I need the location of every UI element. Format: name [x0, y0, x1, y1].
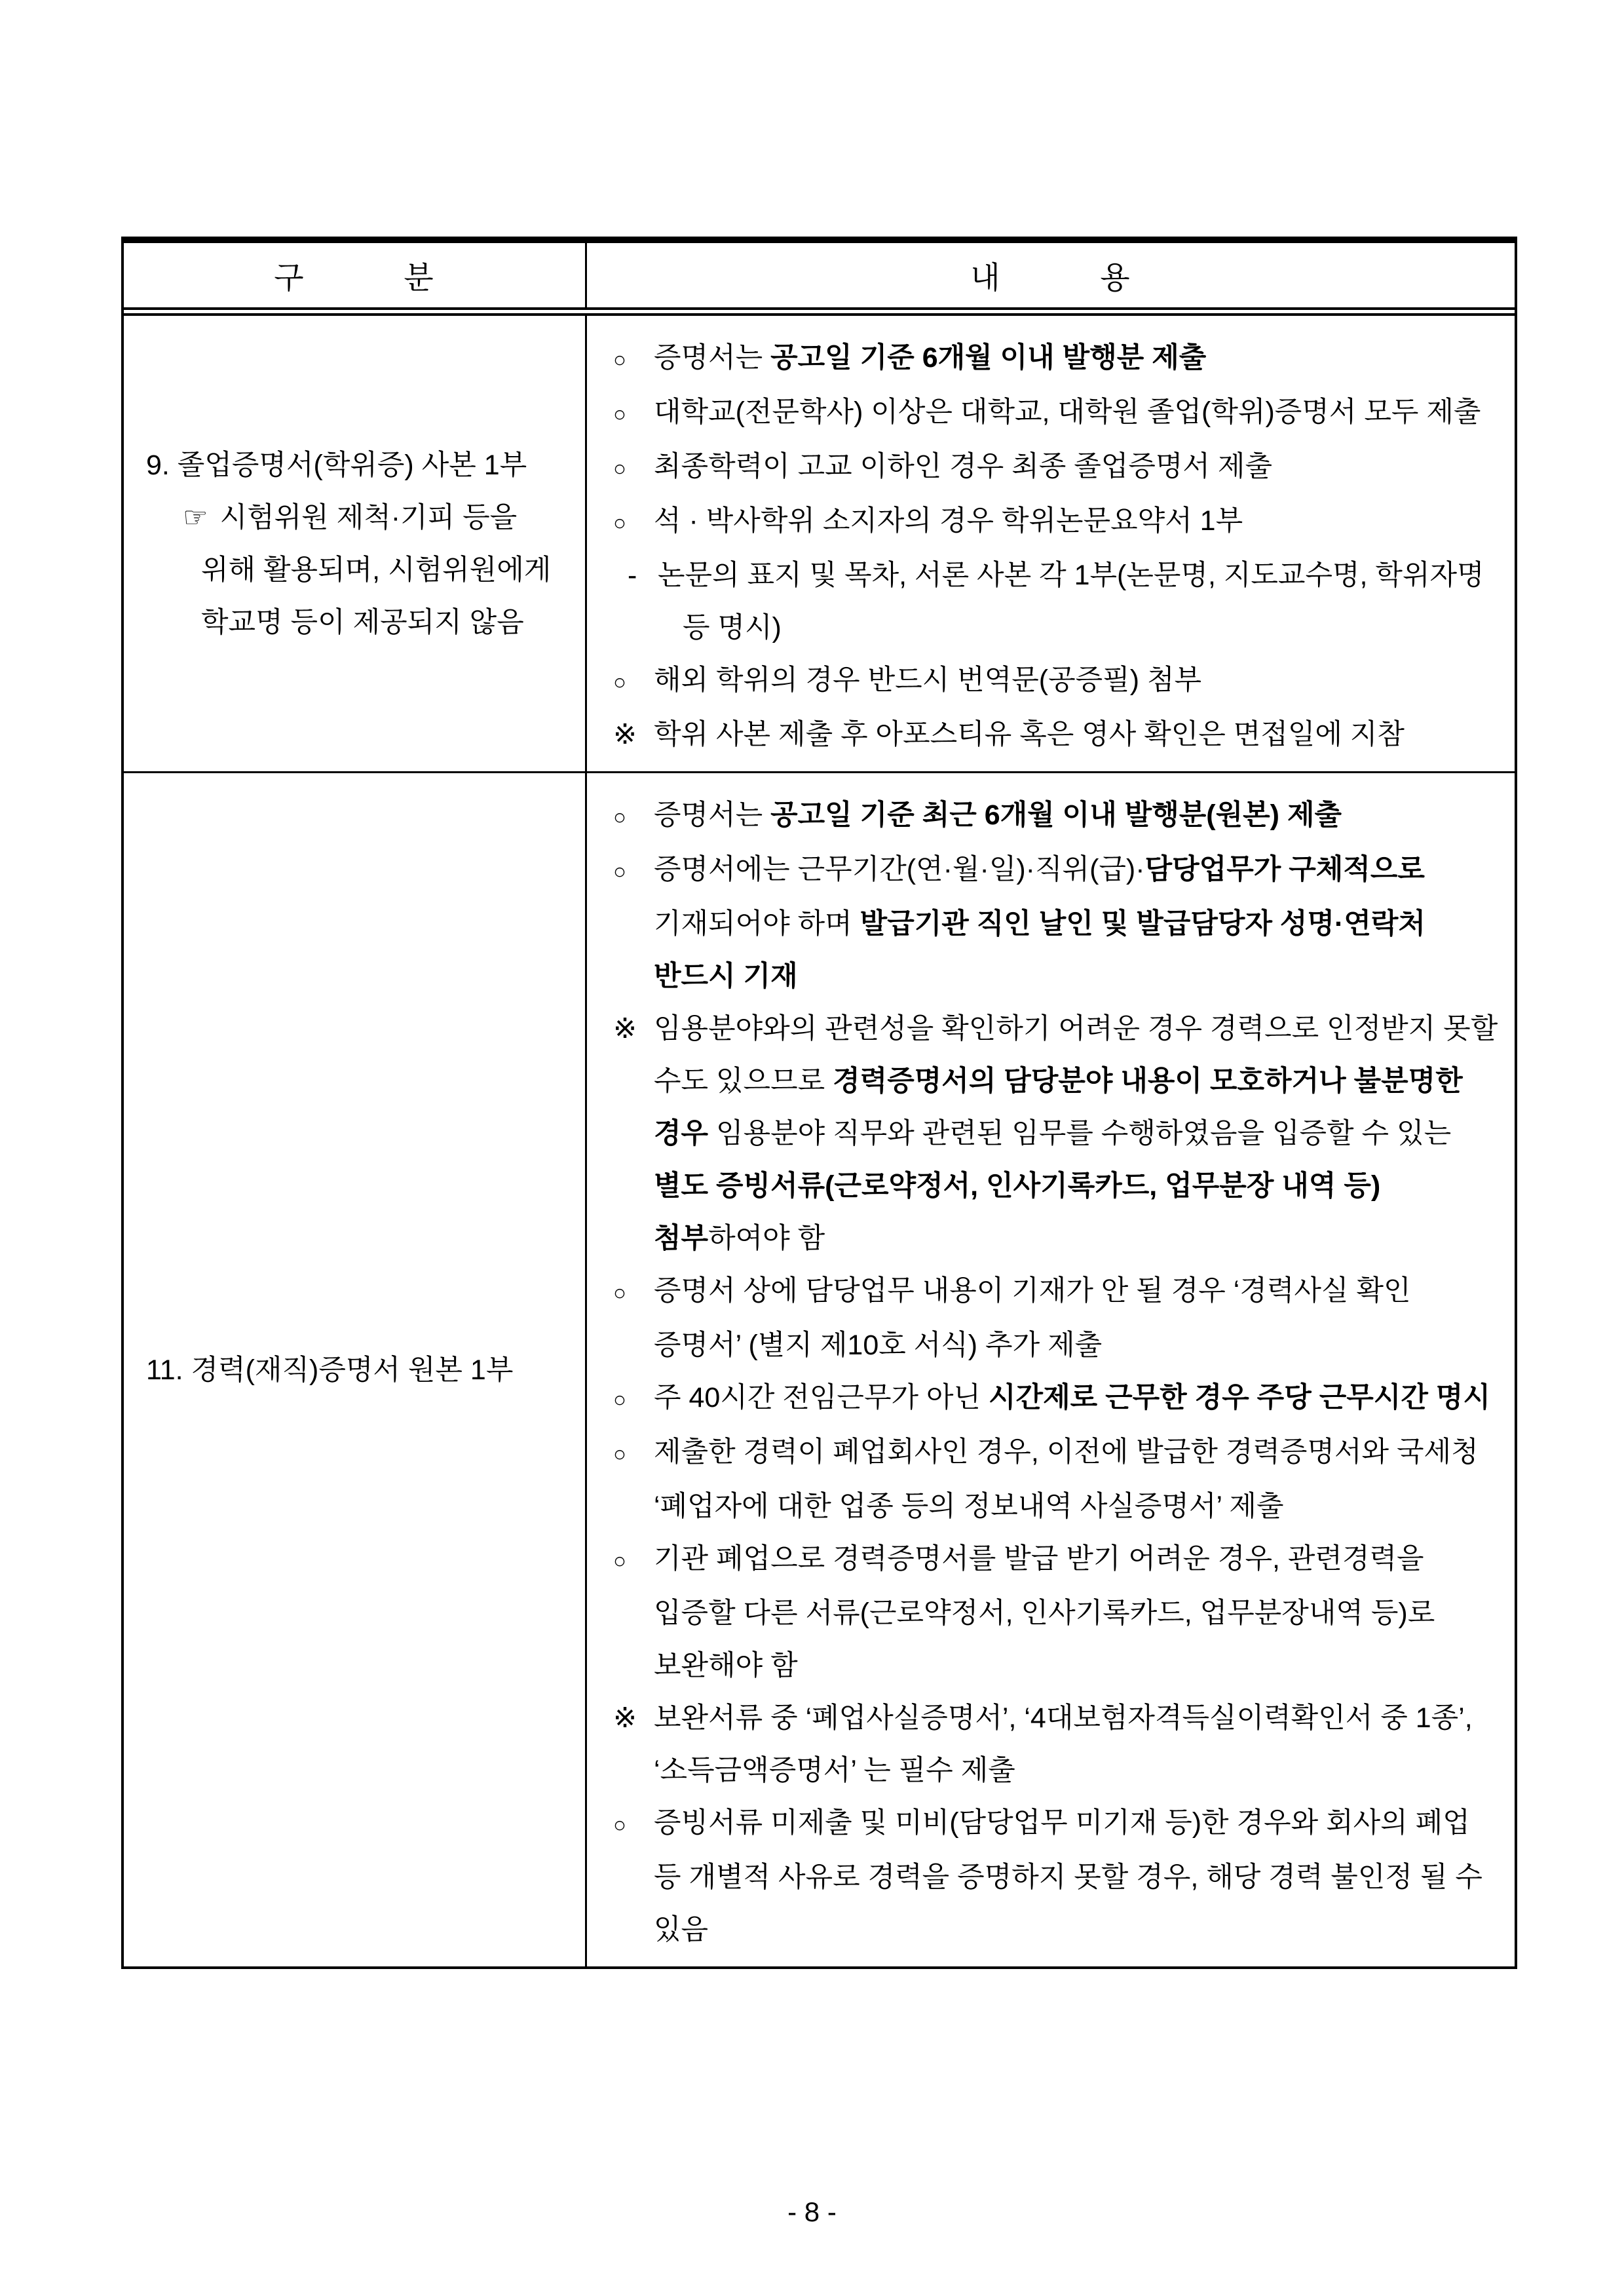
list-item [613, 654, 1503, 708]
item-text: 주 40시간 전임근무가 아닌 [654, 1382, 989, 1413]
item-text: 학위 사본 제출 후 아포스티유 혹은 영사 확인은 면접일에 지참 [654, 719, 1405, 750]
circle-bullet-icon: ○ [613, 670, 626, 694]
item-text: 임용분야와의 관련성을 확인하기 어려운 경우 경력으로 인정받지 못할 수도 있으므로 [654, 1013, 1498, 1097]
dash-icon: - [628, 560, 637, 591]
item-text: 담당업무가 구체적으로 [1144, 854, 1425, 885]
reference-mark-icon: ※ [613, 1013, 637, 1044]
item-text: 대학교(전문학사) 이상은 대학교, 대학원 졸업(학위)증명서 모두 제출 [654, 396, 1481, 428]
page-number: - 8 - [787, 2196, 837, 2227]
circle-bullet-icon: ○ [613, 510, 626, 535]
circle-bullet-icon: ○ [613, 1442, 626, 1466]
reference-mark-icon: ※ [613, 719, 637, 750]
table-row [124, 316, 1515, 771]
item-text: 증명서는 [654, 342, 771, 373]
content-cell [587, 773, 1515, 1966]
list-item [613, 1797, 1503, 1956]
list-item [613, 1692, 1503, 1797]
header-cell-category: 구 분 [124, 243, 587, 307]
circle-bullet-icon: ○ [613, 859, 626, 883]
circle-bullet-icon: ○ [613, 1280, 626, 1305]
list-item [613, 789, 1503, 843]
table-body [124, 316, 1515, 1966]
list-item [613, 1265, 1503, 1371]
list-item [613, 708, 1503, 761]
item-text: 기재되어야 하며 [654, 908, 860, 940]
item-text: 논문의 표지 및 목차, 서론 사본 각 1부(논문명, 지도교수명, 학위자명 등 명시) [658, 560, 1484, 643]
circle-bullet-icon: ○ [613, 1387, 626, 1411]
item-text: 최종학력이 고교 이하인 경우 최종 졸업증명서 제출 [654, 451, 1272, 482]
label-line: 11. 경력(재직)증명서 원본 1부 [146, 1354, 514, 1386]
list-item [613, 386, 1503, 440]
content-cell [587, 316, 1515, 771]
item-text: 증명서 상에 담당업무 내용이 기재가 안 될 경우 ‘경력사실 확인 증명서’ (별지 제10호 서식) 추가 제출 [654, 1275, 1411, 1361]
circle-bullet-icon: ○ [613, 1548, 626, 1573]
label-line: 9. 졸업증명서(학위증) 사본 1부 [146, 449, 527, 481]
circle-bullet-icon: ○ [613, 347, 626, 372]
circle-bullet-icon: ○ [613, 402, 626, 426]
header-cell-content: 내 용 [970, 259, 1131, 295]
list-item [613, 495, 1503, 549]
item-text: 석 · 박사학위 소지자의 경우 학위논문요약서 1부 [654, 505, 1243, 537]
reference-mark-icon: ※ [613, 1702, 637, 1734]
table-header-row [124, 243, 1515, 316]
list-item [613, 1003, 1503, 1265]
list-item [613, 1533, 1503, 1692]
item-text: 증명서는 [654, 799, 771, 831]
list-item [613, 332, 1503, 386]
list-item [613, 1371, 1503, 1426]
item-text: 경력증명서의 담당분야 내용이 모호하거나 불분명한 경우 [654, 1065, 1463, 1149]
item-text: 증명서에는 근무기간(연·월·일)·직위(급)· [654, 854, 1145, 885]
item-text: 하여야 함 [708, 1223, 825, 1254]
list-item [613, 440, 1503, 495]
label-note: ☞ 시험위원 제척·기피 등을 위해 활용되며, 시험위원에게 학교명 등이 제공되지 않음 [183, 501, 552, 638]
item-text: 발급기관 직인 날인 및 발급담당자 성명·연락처 반드시 기재 [654, 908, 1426, 992]
item-text: 기관 폐업으로 경력증명서를 발급 받기 어려운 경우, 관련경력을 입증할 다른 서류(근로약정서, 인사기록카드, 업무분장내역 등)로 보완해야 함 [654, 1543, 1435, 1681]
item-text: 제출한 경력이 폐업회사인 경우, 이전에 발급한 경력증명서와 국세청 ‘폐업자에 대한 업종 등의 정보내역 사실증명서’ 제출 [654, 1436, 1479, 1522]
list-item [613, 1426, 1503, 1533]
table-row [124, 771, 1515, 1966]
circle-bullet-icon: ○ [613, 805, 626, 829]
circle-bullet-icon: ○ [613, 456, 626, 480]
item-text: 시간제로 근무한 경우 주당 근무시간 명시 [989, 1382, 1490, 1413]
item-text: 공고일 기준 6개월 이내 발행분 제출 [770, 342, 1207, 373]
list-item [613, 549, 1503, 654]
requirements-table [121, 237, 1517, 1969]
item-text: 별도 증빙서류(근로약정서, 인사기록카드, 업무분장 내역 등) 첨부 [654, 1170, 1381, 1254]
category-cell [124, 773, 587, 1966]
pointing-hand-icon: ☞ [183, 501, 208, 533]
item-text: 임용분야 직무와 관련된 임무를 수행하였음을 입증할 수 있는 [708, 1118, 1452, 1149]
list-item [613, 843, 1503, 1003]
circle-bullet-icon: ○ [613, 1812, 626, 1837]
item-text: 증빙서류 미제출 및 미비(담당업무 미기재 등)한 경우와 회사의 폐업 등 개별적 사유로 경력을 증명하지 못할 경우, 해당 경력 불인정 될 수 있음 [654, 1807, 1482, 1945]
category-cell [124, 316, 587, 771]
item-text: 해외 학위의 경우 반드시 번역문(공증필) 첨부 [654, 664, 1202, 696]
item-text: 공고일 기준 최근 6개월 이내 발행분(원본) 제출 [770, 799, 1342, 831]
item-text: 보완서류 중 ‘폐업사실증명서’, ‘4대보험자격득실이력확인서 중 1종’, ‘소득금액증명서’ 는 필수 제출 [654, 1702, 1473, 1786]
